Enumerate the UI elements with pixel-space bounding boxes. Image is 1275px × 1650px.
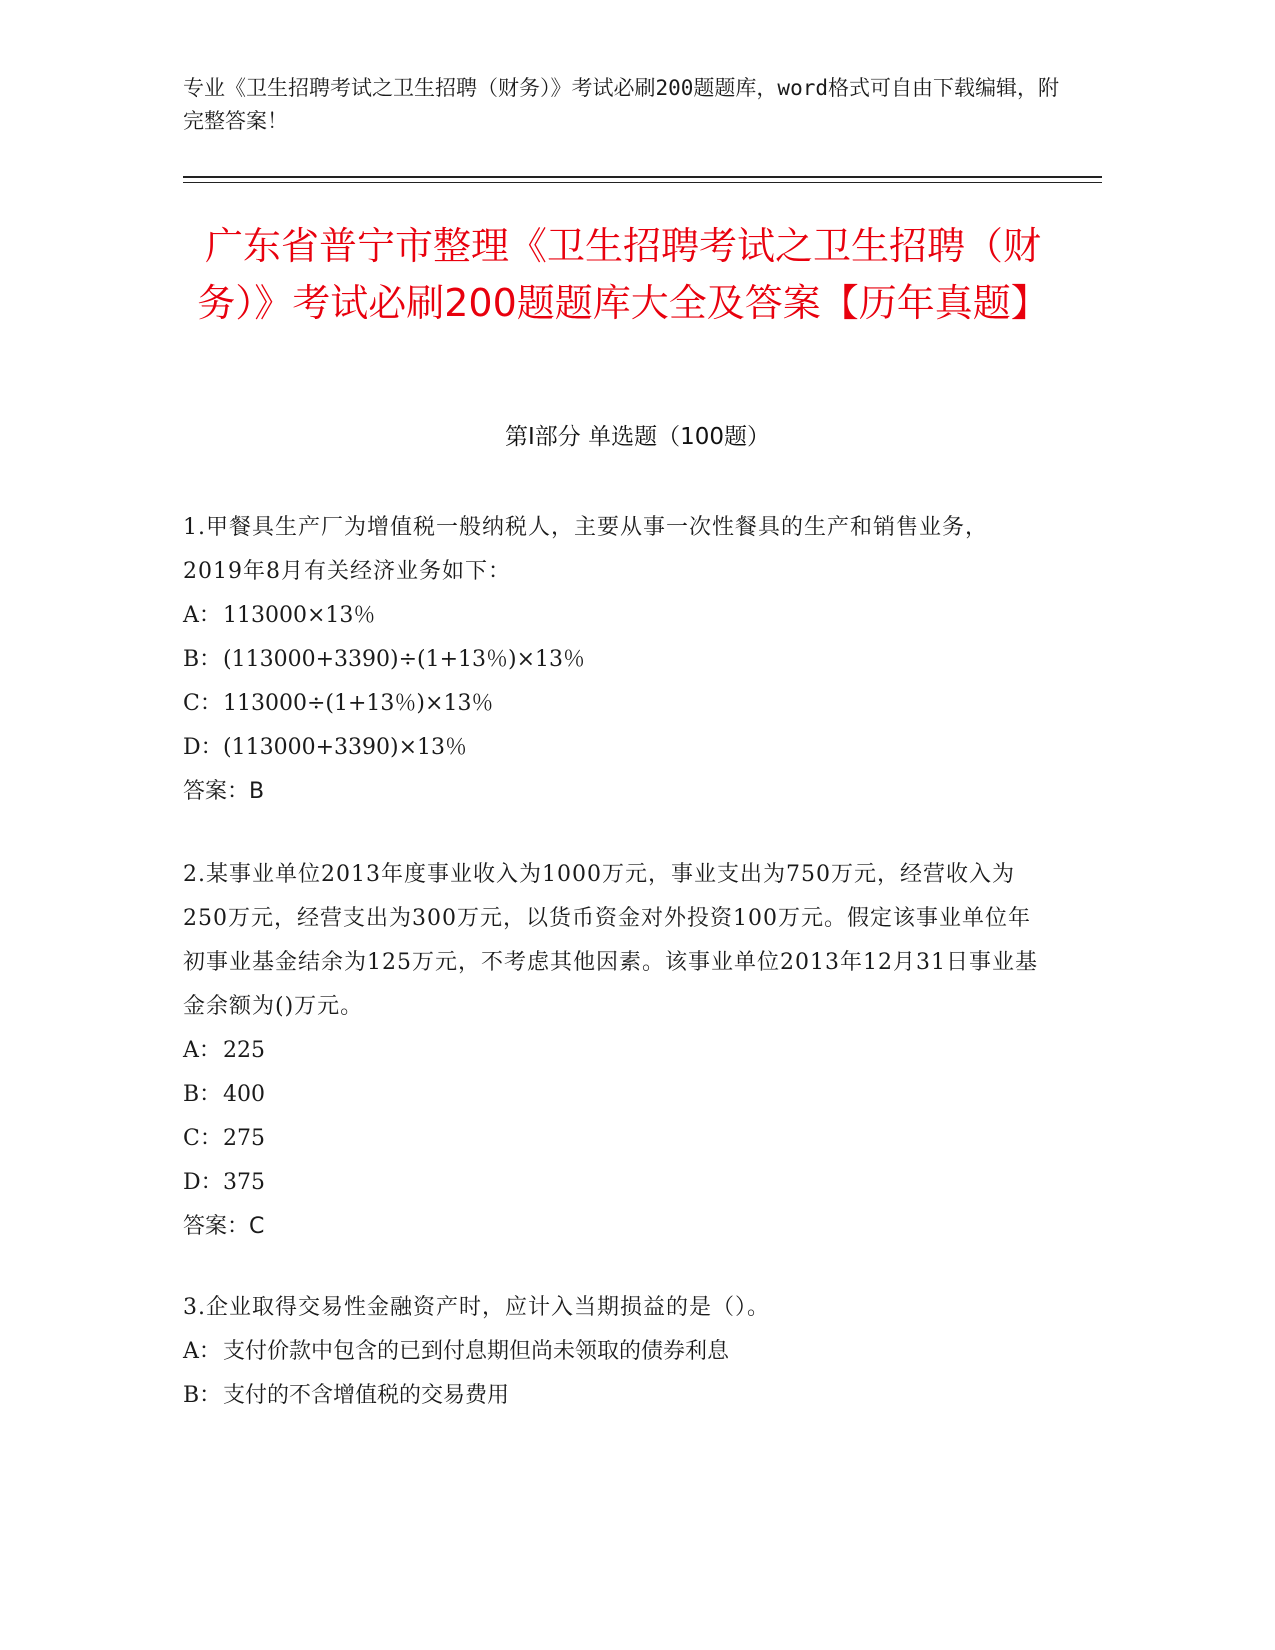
option-d	[183, 1161, 1043, 1205]
option-text: 400	[223, 1082, 265, 1107]
option-text: 225	[223, 1038, 265, 1063]
option-key: D：	[183, 1170, 223, 1195]
question-1	[183, 506, 1043, 814]
option-key: B：	[183, 1082, 222, 1107]
option-key: B：	[183, 1383, 222, 1408]
option-b	[183, 1374, 1043, 1418]
option-key: C：	[183, 691, 222, 716]
option-key: B：	[183, 647, 222, 672]
section-title: 第I部分 单选题（100题）	[505, 424, 770, 450]
answer-line: 答案：B	[183, 779, 265, 804]
answer-line: 答案：C	[183, 1214, 265, 1239]
question-3	[183, 1286, 1043, 1418]
option-key: A：	[183, 603, 221, 628]
option-b	[183, 638, 1043, 682]
header-note: 专业《卫生招聘考试之卫生招聘（财务）》考试必刷200题题库，word格式可自由下载编辑，附完整答案！	[183, 76, 1059, 133]
option-a	[183, 594, 1043, 638]
option-text: 275	[223, 1126, 265, 1151]
header-divider-thick	[183, 176, 1102, 178]
header-divider-thin	[183, 182, 1102, 183]
option-b	[183, 1073, 1043, 1117]
option-text: 113000×13％	[223, 603, 376, 628]
question-2	[183, 853, 1043, 1249]
option-c	[183, 682, 1043, 726]
question-stem: 2.某事业单位2013年度事业收入为1000万元，事业支出为750万元，经营收入为250万元，经营支出为300万元，以货币资金对外投资100万元。假定该事业单位年初事业基金结余为125万元，不考虑其他因素。该事业单位2013年12月31日事业基金余额为()万元。	[183, 862, 1038, 1019]
option-d	[183, 726, 1043, 770]
option-key: A：	[183, 1038, 221, 1063]
question-stem: 1.甲餐具生产厂为增值税一般纳税人，主要从事一次性餐具的生产和销售业务，2019年8月有关经济业务如下：	[183, 515, 988, 584]
question-stem: 3.企业取得交易性金融资产时，应计入当期损益的是（）。	[183, 1295, 770, 1320]
option-text: 支付的不含增值税的交易费用	[223, 1383, 510, 1408]
document-title: 广东省普宁市整理《卫生招聘考试之卫生招聘（财务）》考试必刷200题题库大全及答案【历年真题】	[197, 224, 1049, 325]
option-key: A：	[183, 1339, 221, 1364]
option-key: C：	[183, 1126, 222, 1151]
option-text: 113000÷(1+13％)×13％	[223, 691, 494, 716]
option-c	[183, 1117, 1043, 1161]
option-text: (113000+3390)×13％	[223, 735, 467, 760]
option-a	[183, 1330, 1043, 1374]
option-key: D：	[183, 735, 223, 760]
option-text: 375	[223, 1170, 265, 1195]
option-a	[183, 1029, 1043, 1073]
option-text: (113000+3390)÷(1+13％)×13％	[223, 647, 586, 672]
option-text: 支付价款中包含的已到付息期但尚未领取的债券利息	[223, 1339, 730, 1364]
